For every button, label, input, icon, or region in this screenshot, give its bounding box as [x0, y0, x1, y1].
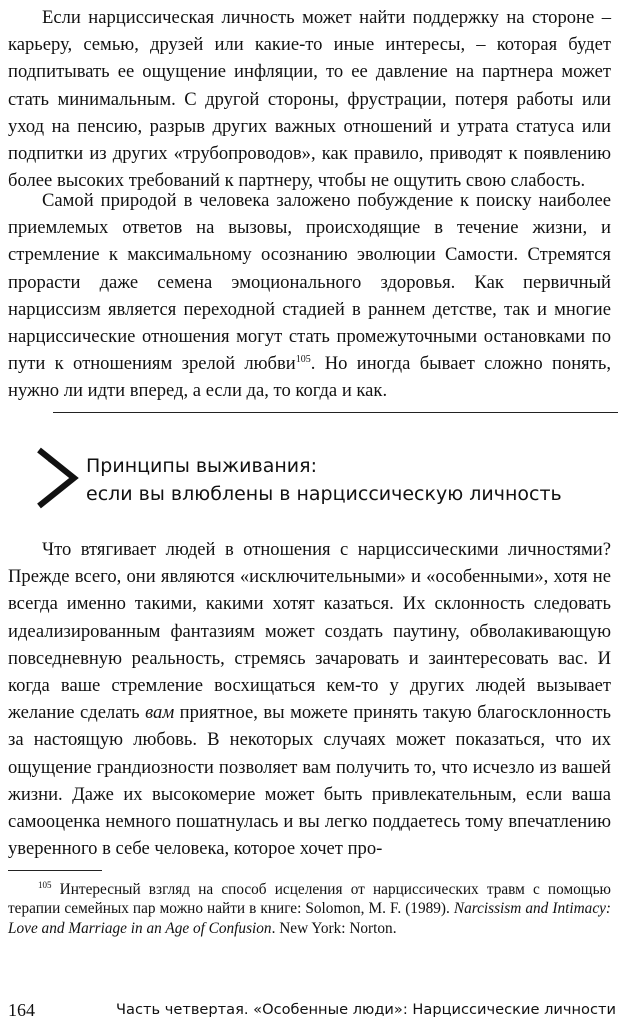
- footnote: [8, 880, 611, 938]
- footnote-text-a: Интересный взгляд на способ исцеления от нарциссических травм с помощью терапии семейных пар можно найти в книге: Solomon, M. F. (1989).: [8, 881, 611, 918]
- paragraph-3-text-a: Что втягивает людей в отношения с нарциссическими личностями? Прежде всего, они являются «исключительными» и «особенными», хотя не всегда именно такими, какими хотят казаться. Их склонность следовать идеализированным фантазиям может создать паутину, обволакивающую повседневную реальность, стремясь зачаровать и заинтересовать вас. И когда ваше стремление восхищаться кем-то у других людей вызывает желание сделать: [8, 539, 611, 724]
- footnote-text-b: . New York: Norton.: [271, 919, 397, 937]
- footnote-book-title: Narcissism and Intimacy: Love and Marriage in an Age of Confusion: [8, 900, 611, 937]
- section-heading-line-1: Принципы выживания:: [86, 455, 317, 477]
- heading-rule: [53, 412, 618, 413]
- paragraph-1: Если нарциссическая личность может найти поддержку на стороне – карьеру, семью, друзей или какие-то иные интересы, – которая будет подпитывать ее ощущение инфляции, то ее давление на партнера может стать минимальным. С другой стороны, фрустрации, потеря работы или уход на пенсию, разрыв других важных отношений и утрата статуса или подпитки из других «трубопроводов», как правило, приводят к появлению более высоких требований к партнеру, чтобы не ощутить свою слабость.: [8, 7, 611, 192]
- page-number: 164: [8, 1000, 35, 1020]
- page-footer: [8, 1000, 616, 1024]
- footnote-reference[interactable]: 105: [295, 354, 311, 366]
- section-heading-line-2: если вы влюблены в нарциссическую личность: [86, 483, 562, 505]
- paragraph-2: [8, 187, 611, 405]
- footnote-divider: [8, 870, 102, 871]
- paragraph-3-emphasis: вам: [145, 702, 175, 724]
- paragraph-2-tail: . Но иногда бывает сложно понять, нужно ли идти вперед, а если да, то когда и как.: [8, 353, 611, 402]
- paragraph-3: [8, 536, 611, 862]
- section-heading: [18, 412, 618, 522]
- footnote-number: 105: [38, 880, 52, 890]
- running-head: Часть четвертая. «Особенные люди»: Нарциссические личности: [116, 1001, 616, 1018]
- chevron-icon: [36, 447, 84, 509]
- paragraph-2-text: Самой природой в человека заложено побуждение к поиску наиболее приемлемых ответов на вызовы, происходящие в течение жизни, и стремление к максимальному осознанию эволюции Самости. Стремятся прорасти даже семена эмоционального здоровья. Как первичный нарциссизм является переходной стадией в раннем детстве, так и многие нарциссические отношения могут стать промежуточными остановками по пути к отношениям зрелой любви: [8, 190, 611, 375]
- paragraph-3-text-b: приятное, вы можете принять такую благосклонность за настоящую любовь. В некоторых случаях может показаться, что их ощущение грандиозности позволяет вам получить то, что исчезло из вашей жизни. Даже их высокомерие может быть привлекательным, если ваша самооценка немного пошатнулась и вы легко поддаетесь тому впечатлению уверенного в себе человека, которое хочет про-: [8, 702, 611, 860]
